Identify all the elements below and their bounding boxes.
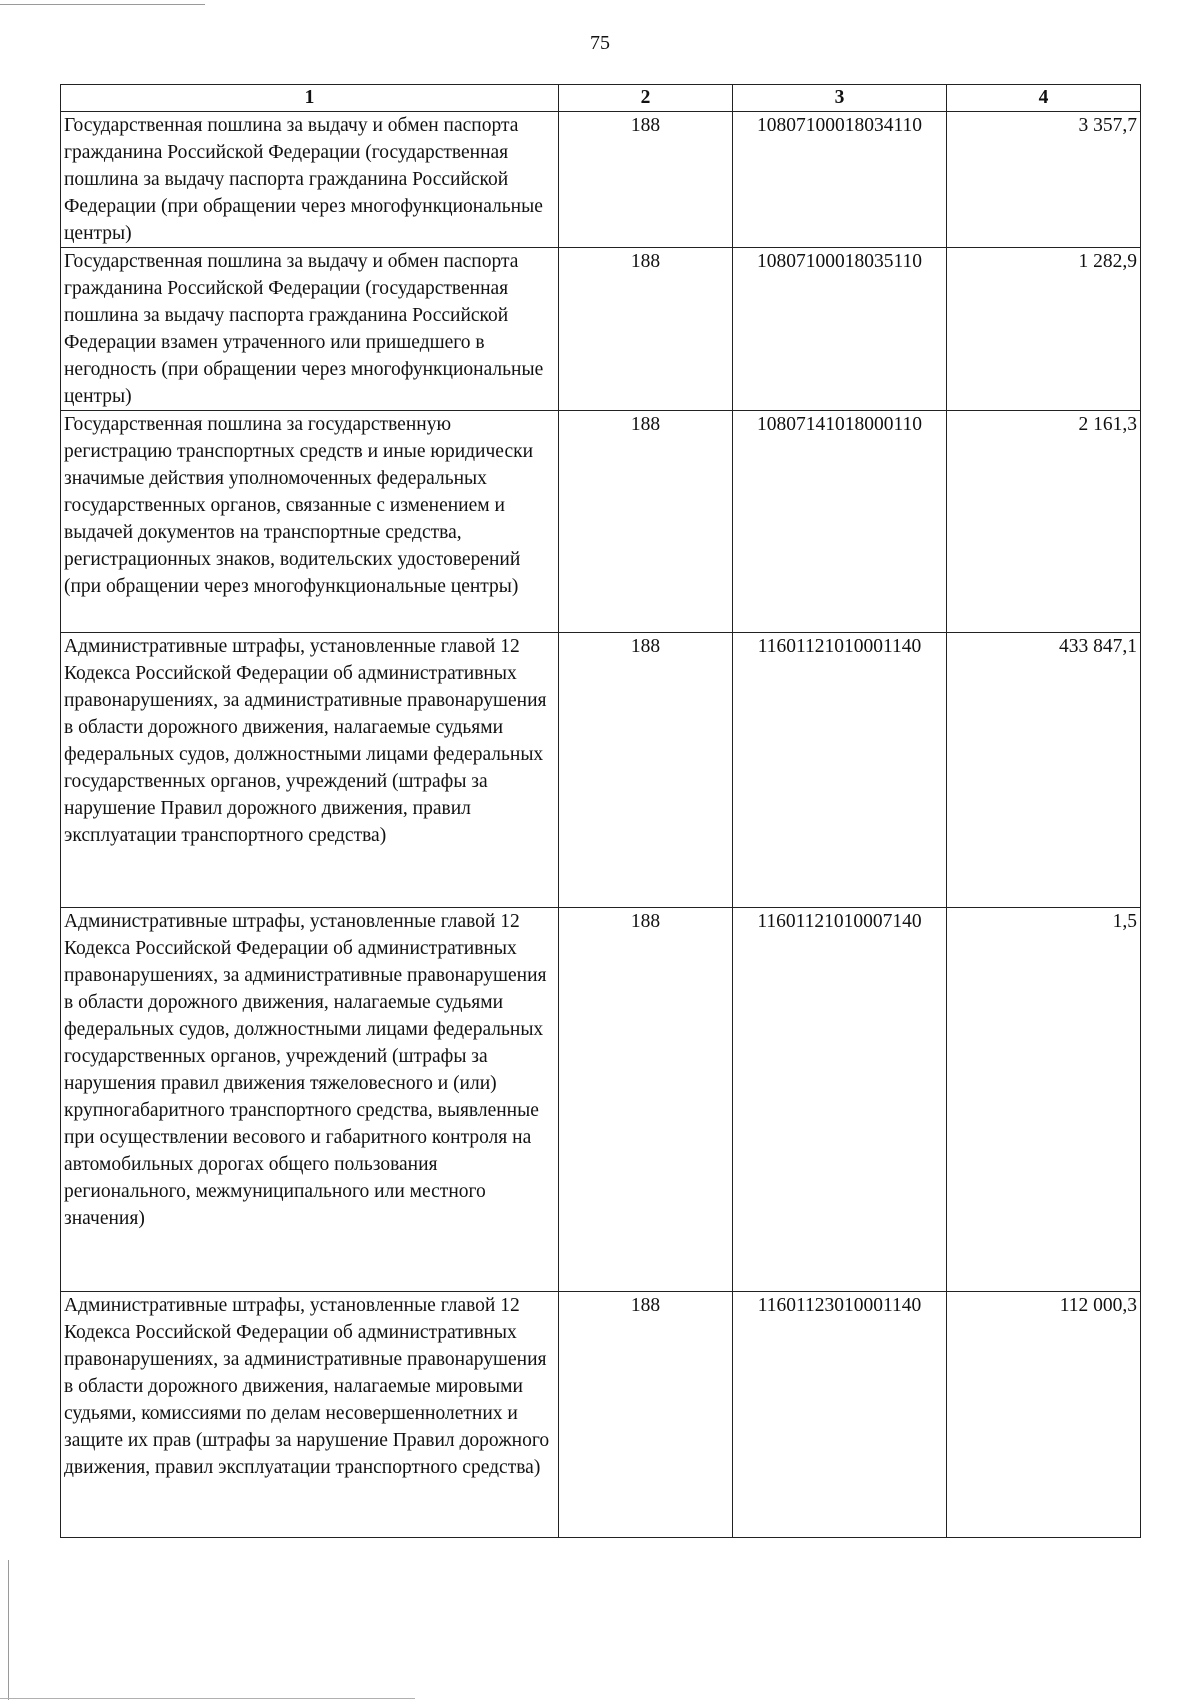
table-row [61, 112, 1141, 248]
admin-code-cell: 188 [559, 633, 733, 908]
budget-code-cell: 10807100018034110 [733, 112, 947, 248]
budget-code-cell: 11601123010001140 [733, 1292, 947, 1538]
amount-cell: 1,5 [947, 908, 1141, 1292]
table-row [61, 1292, 1141, 1538]
revenue-table [60, 84, 1141, 1538]
table-row [61, 248, 1141, 411]
amount-cell: 3 357,7 [947, 112, 1141, 248]
budget-code-cell: 11601121010001140 [733, 633, 947, 908]
revenue-name-cell: Административные штрафы, установленные главой 12 Кодекса Российской Федерации об административных правонарушениях, за административные правонарушения в области дорожного движения, налагаемые мировыми судьями, комиссиями по делам несовершеннолетних и защите их прав (штрафы за нарушение Правил дорожного движения, правил эксплуатации транспортного средства) [61, 1292, 559, 1538]
table-row [61, 908, 1141, 1292]
page-number: 75 [590, 32, 610, 54]
revenue-name-cell: Государственная пошлина за выдачу и обмен паспорта гражданина Российской Федерации (государственная пошлина за выдачу паспорта гражданина Российской Федерации взамен утраченного или пришедшего в негодность (при обращении через многофункциональные центры) [61, 248, 559, 411]
amount-cell: 112 000,3 [947, 1292, 1141, 1538]
table-row [61, 411, 1141, 633]
revenue-name-cell: Государственная пошлина за государственную регистрацию транспортных средств и иные юридически значимые действия уполномоченных федеральных государственных органов, связанные с изменением и выдачей документов на транспортные средства, регистрационных знаков, водительских удостоверений (при обращении через многофункциональные центры) [61, 411, 559, 633]
revenue-name-cell: Государственная пошлина за выдачу и обмен паспорта гражданина Российской Федерации (государственная пошлина за выдачу паспорта гражданина Российской Федерации (при обращении через многофункциональные центры) [61, 112, 559, 248]
scan-edge-line-bottom [0, 1698, 415, 1699]
column-header-4: 4 [947, 85, 1141, 112]
column-header-3: 3 [733, 85, 947, 112]
column-header-1: 1 [61, 85, 559, 112]
admin-code-cell: 188 [559, 112, 733, 248]
revenue-name-cell: Административные штрафы, установленные главой 12 Кодекса Российской Федерации об административных правонарушениях, за административные правонарушения в области дорожного движения, налагаемые судьями федеральных судов, должностными лицами федеральных государственных органов, учреждений (штрафы за нарушения правил движения тяжеловесного и (или) крупногабаритного транспортного средства, выявленные при осуществлении весового и габаритного контроля на автомобильных дорогах общего пользования регионального, межмуниципального или местного значения) [61, 908, 559, 1292]
admin-code-cell: 188 [559, 908, 733, 1292]
amount-cell: 2 161,3 [947, 411, 1141, 633]
admin-code-cell: 188 [559, 411, 733, 633]
budget-code-cell: 10807141018000110 [733, 411, 947, 633]
revenue-name-cell: Административные штрафы, установленные главой 12 Кодекса Российской Федерации об административных правонарушениях, за административные правонарушения в области дорожного движения, налагаемые судьями федеральных судов, должностными лицами федеральных государственных органов, учреждений (штрафы за нарушение Правил дорожного движения, правил эксплуатации транспортного средства) [61, 633, 559, 908]
table-header-row [61, 85, 1141, 112]
scan-edge-line [0, 4, 205, 5]
budget-code-cell: 10807100018035110 [733, 248, 947, 411]
table-row [61, 633, 1141, 908]
admin-code-cell: 188 [559, 248, 733, 411]
amount-cell: 1 282,9 [947, 248, 1141, 411]
admin-code-cell: 188 [559, 1292, 733, 1538]
scan-edge-line-left [8, 1560, 9, 1700]
amount-cell: 433 847,1 [947, 633, 1141, 908]
budget-code-cell: 11601121010007140 [733, 908, 947, 1292]
column-header-2: 2 [559, 85, 733, 112]
